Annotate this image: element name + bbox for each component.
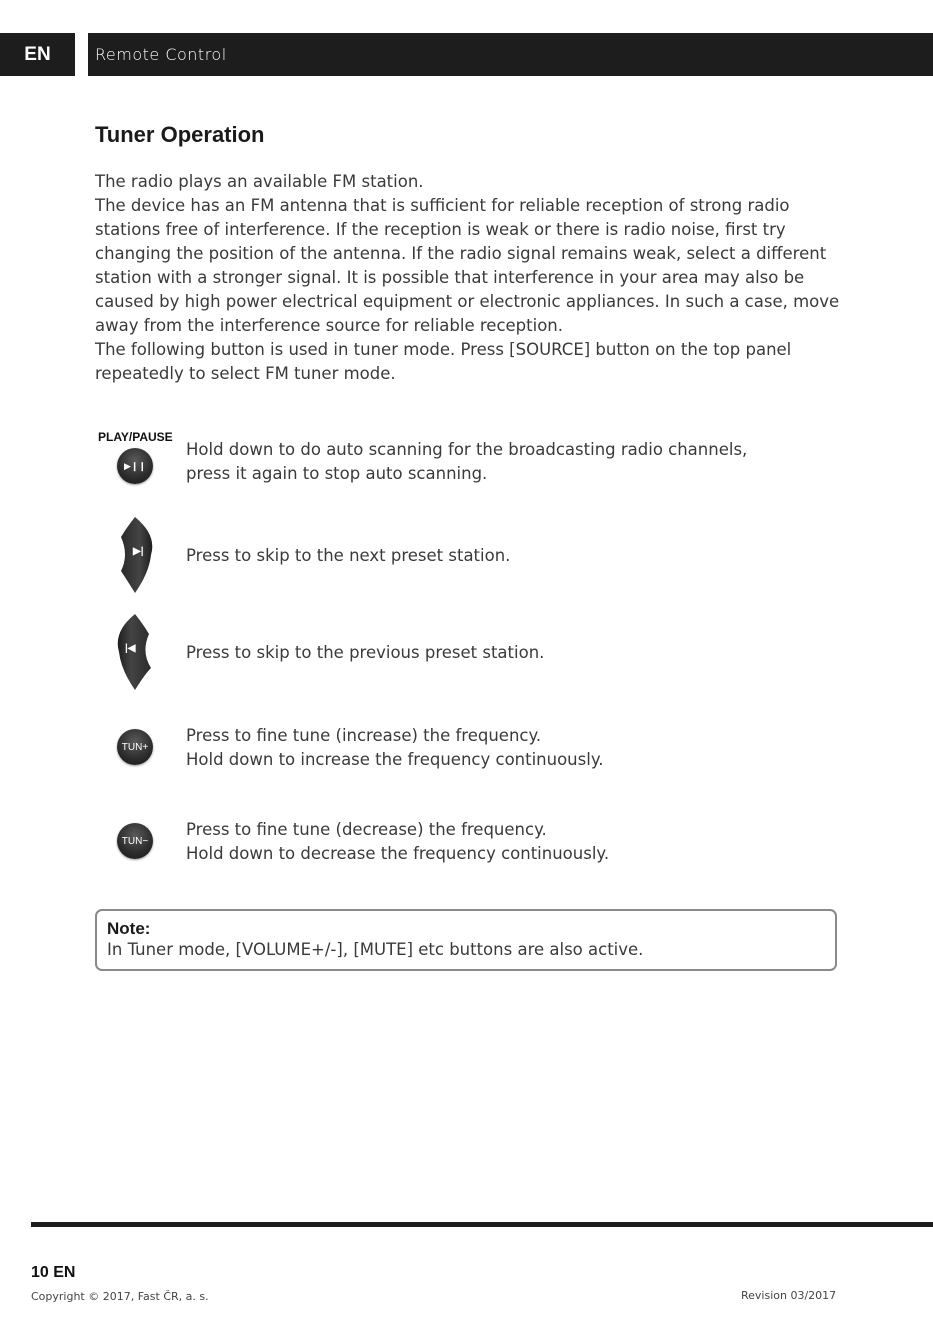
tune-down-control xyxy=(95,814,177,894)
language-tab: EN xyxy=(0,33,75,76)
copyright-text: Copyright © 2017, Fast ČR, a. s. xyxy=(31,1290,209,1303)
tune-up-control xyxy=(95,720,177,800)
page-title: Tuner Operation xyxy=(95,122,265,147)
previous-glyph: |◀ xyxy=(125,643,136,654)
intro-paragraph: The following button is used in tuner mode. Press [SOURCE] button on the top panel repeatedly to select FM tuner mode. xyxy=(95,340,792,383)
intro-paragraph: The device has an FM antenna that is sufficient for reliable reception of strong radio stations free of interference. If the reception is weak or there is radio noise, first try changing the position of the antenna. If the radio signal remains weak, select a different station with a stronger signal. It is possible that interference in your area may also be caused by high power electrical equipment or electronic appliances. In such a case, move away from the interference source for reliable reception. xyxy=(95,196,840,335)
button-row-previous xyxy=(95,612,835,692)
footer-divider xyxy=(31,1222,933,1227)
description-line: Press to skip to the previous preset station. xyxy=(186,643,545,662)
tune-down-icon xyxy=(117,823,153,859)
description-line: press it again to stop auto scanning. xyxy=(186,464,488,483)
tune-up-description xyxy=(186,724,603,772)
play-pause-control xyxy=(95,430,177,510)
note-title: Note: xyxy=(107,919,151,938)
button-row-tune-up xyxy=(95,720,835,800)
description-line: Hold down to do auto scanning for the broadcasting radio channels, xyxy=(186,440,748,459)
next-description xyxy=(186,544,510,568)
description-line: Hold down to increase the frequency continuously. xyxy=(186,750,604,769)
play-pause-label: PLAY/PAUSE xyxy=(98,430,173,444)
next-glyph: ▶| xyxy=(133,546,144,557)
button-row-next xyxy=(95,515,835,595)
button-row-tune-down xyxy=(95,814,835,894)
description-line: Press to skip to the next preset station. xyxy=(186,546,511,565)
section-title: Remote Control xyxy=(95,45,227,64)
intro-text xyxy=(95,170,855,386)
tune-down-description xyxy=(186,818,609,866)
intro-paragraph: The radio plays an available FM station. xyxy=(95,172,424,191)
play-pause-description xyxy=(186,438,747,486)
previous-control xyxy=(95,612,177,692)
description-line: Hold down to decrease the frequency continuously. xyxy=(186,844,610,863)
play-pause-icon xyxy=(117,448,153,484)
previous-icon xyxy=(95,612,177,692)
note-text: In Tuner mode, [VOLUME+/-], [MUTE] etc buttons are also active. xyxy=(107,940,644,959)
button-row-play-pause xyxy=(95,430,835,510)
page-number: 10 EN xyxy=(31,1264,76,1281)
tune-up-glyph: TUN+ xyxy=(121,741,149,753)
next-control xyxy=(95,515,177,595)
play-pause-glyph: ▶❙❙ xyxy=(123,460,146,471)
previous-description xyxy=(186,641,544,665)
tune-up-icon xyxy=(117,729,153,765)
revision-text: Revision 03/2017 xyxy=(741,1289,837,1302)
tune-down-glyph: TUN− xyxy=(121,835,149,847)
note-box xyxy=(95,909,837,971)
description-line: Press to fine tune (increase) the frequency. xyxy=(186,726,542,745)
description-line: Press to fine tune (decrease) the frequency. xyxy=(186,820,547,839)
section-header xyxy=(88,33,933,76)
